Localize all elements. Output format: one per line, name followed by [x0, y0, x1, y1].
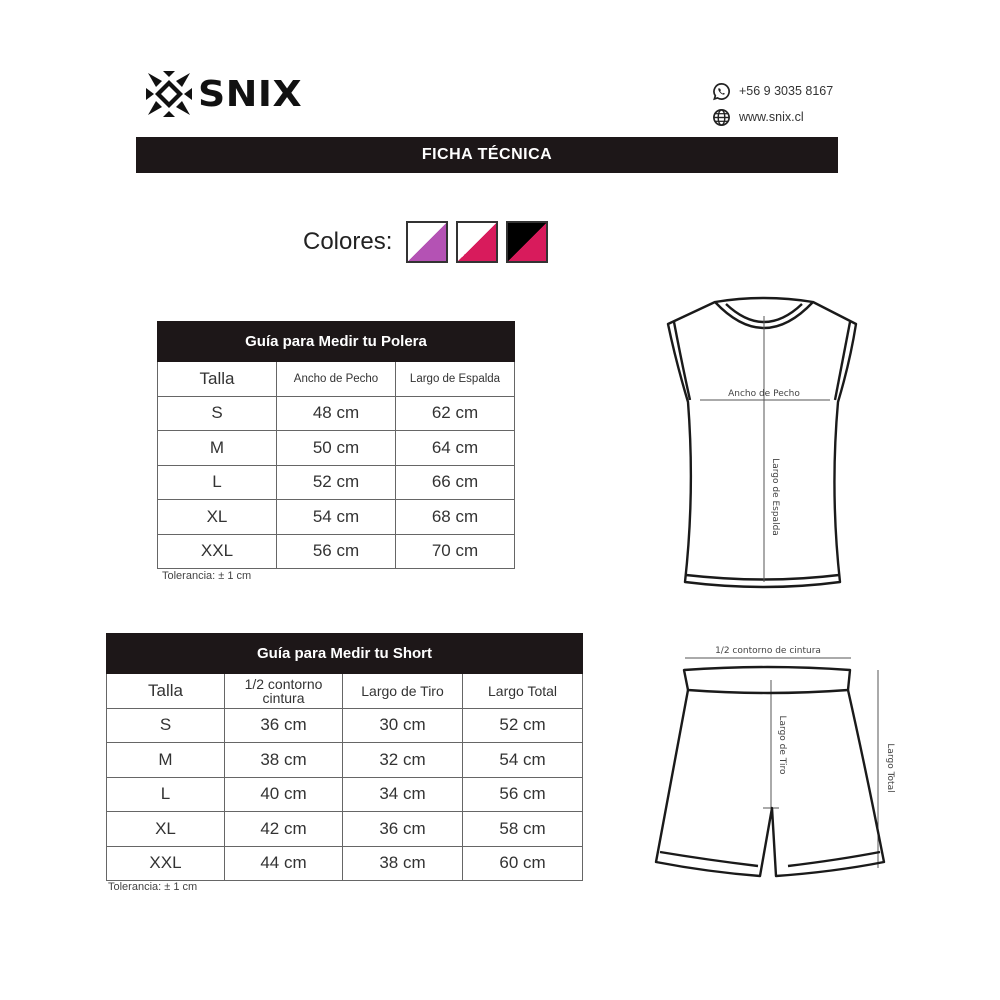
colors-label: Colores: — [303, 228, 393, 255]
size-cell: L — [107, 777, 225, 812]
total-length-label: Largo Total — [885, 743, 895, 793]
brand-name: SNIX — [198, 73, 303, 115]
swatch-black-magenta[interactable] — [506, 221, 548, 263]
header-largo-espalda: Largo de Espalda — [396, 362, 515, 397]
color-options — [303, 221, 548, 263]
header-talla: Talla — [107, 674, 225, 709]
value-cell: 52 cm — [463, 708, 583, 743]
size-cell: S — [158, 396, 277, 431]
value-cell: 52 cm — [277, 465, 396, 500]
header-contorno-cintura: 1/2 contorno cintura — [225, 674, 343, 709]
value-cell: 48 cm — [277, 396, 396, 431]
polera-tolerance: Tolerancia: ± 1 cm — [162, 570, 252, 582]
rise-label: Largo de Tiro — [777, 715, 787, 775]
short-tolerance: Tolerancia: ± 1 cm — [108, 881, 198, 893]
value-cell: 30 cm — [343, 708, 463, 743]
size-cell: M — [158, 431, 277, 466]
value-cell: 56 cm — [277, 534, 396, 569]
value-cell: 32 cm — [343, 743, 463, 778]
size-cell: XL — [107, 812, 225, 847]
waist-label: 1/2 contorno de cintura — [715, 646, 821, 656]
value-cell: 44 cm — [225, 846, 343, 881]
contact-info — [712, 78, 833, 130]
short-table-title: Guía para Medir tu Short — [107, 634, 583, 674]
back-length-label: Largo de Espalda — [770, 458, 780, 536]
swatch-white-magenta[interactable] — [456, 221, 498, 263]
size-cell: XXL — [158, 534, 277, 569]
table-row — [107, 846, 583, 881]
phone-number: +56 9 3035 8167 — [739, 84, 834, 98]
value-cell: 42 cm — [225, 812, 343, 847]
value-cell: 54 cm — [277, 500, 396, 535]
size-cell: XL — [158, 500, 277, 535]
value-cell: 36 cm — [343, 812, 463, 847]
value-cell: 40 cm — [225, 777, 343, 812]
short-size-table — [106, 633, 583, 881]
table-row — [107, 777, 583, 812]
phone-row[interactable] — [712, 78, 833, 104]
size-cell: L — [158, 465, 277, 500]
value-cell: 62 cm — [396, 396, 515, 431]
globe-icon — [712, 108, 731, 127]
header-largo-tiro: Largo de Tiro — [343, 674, 463, 709]
table-row — [158, 465, 515, 500]
table-row — [158, 396, 515, 431]
value-cell: 70 cm — [396, 534, 515, 569]
value-cell: 54 cm — [463, 743, 583, 778]
short-diagram — [648, 640, 908, 885]
header-largo-total: Largo Total — [463, 674, 583, 709]
chest-label: Ancho de Pecho — [728, 389, 800, 399]
value-cell: 50 cm — [277, 431, 396, 466]
whatsapp-icon — [712, 82, 731, 101]
table-header-row — [158, 362, 515, 397]
size-cell: S — [107, 708, 225, 743]
table-row — [158, 431, 515, 466]
value-cell: 64 cm — [396, 431, 515, 466]
ficha-tecnica-banner — [136, 137, 838, 173]
value-cell: 34 cm — [343, 777, 463, 812]
header-talla: Talla — [158, 362, 277, 397]
value-cell: 38 cm — [343, 846, 463, 881]
web-row[interactable] — [712, 104, 833, 130]
polera-diagram — [660, 292, 870, 597]
swatch-white-violet[interactable] — [406, 221, 448, 263]
table-header-row — [107, 674, 583, 709]
table-row — [107, 708, 583, 743]
table-row — [107, 743, 583, 778]
size-cell: M — [107, 743, 225, 778]
value-cell: 60 cm — [463, 846, 583, 881]
polera-size-table — [157, 321, 515, 569]
header-ancho-pecho: Ancho de Pecho — [277, 362, 396, 397]
value-cell: 58 cm — [463, 812, 583, 847]
table-row — [107, 812, 583, 847]
table-row — [158, 500, 515, 535]
polera-table-title: Guía para Medir tu Polera — [158, 322, 515, 362]
snix-star-logo-icon — [146, 71, 192, 117]
value-cell: 38 cm — [225, 743, 343, 778]
table-row — [158, 534, 515, 569]
value-cell: 56 cm — [463, 777, 583, 812]
banner-title: FICHA TÉCNICA — [421, 146, 553, 163]
website-link[interactable]: www.snix.cl — [739, 110, 804, 124]
brand-logo — [146, 70, 303, 118]
value-cell: 36 cm — [225, 708, 343, 743]
size-cell: XXL — [107, 846, 225, 881]
value-cell: 68 cm — [396, 500, 515, 535]
value-cell: 66 cm — [396, 465, 515, 500]
